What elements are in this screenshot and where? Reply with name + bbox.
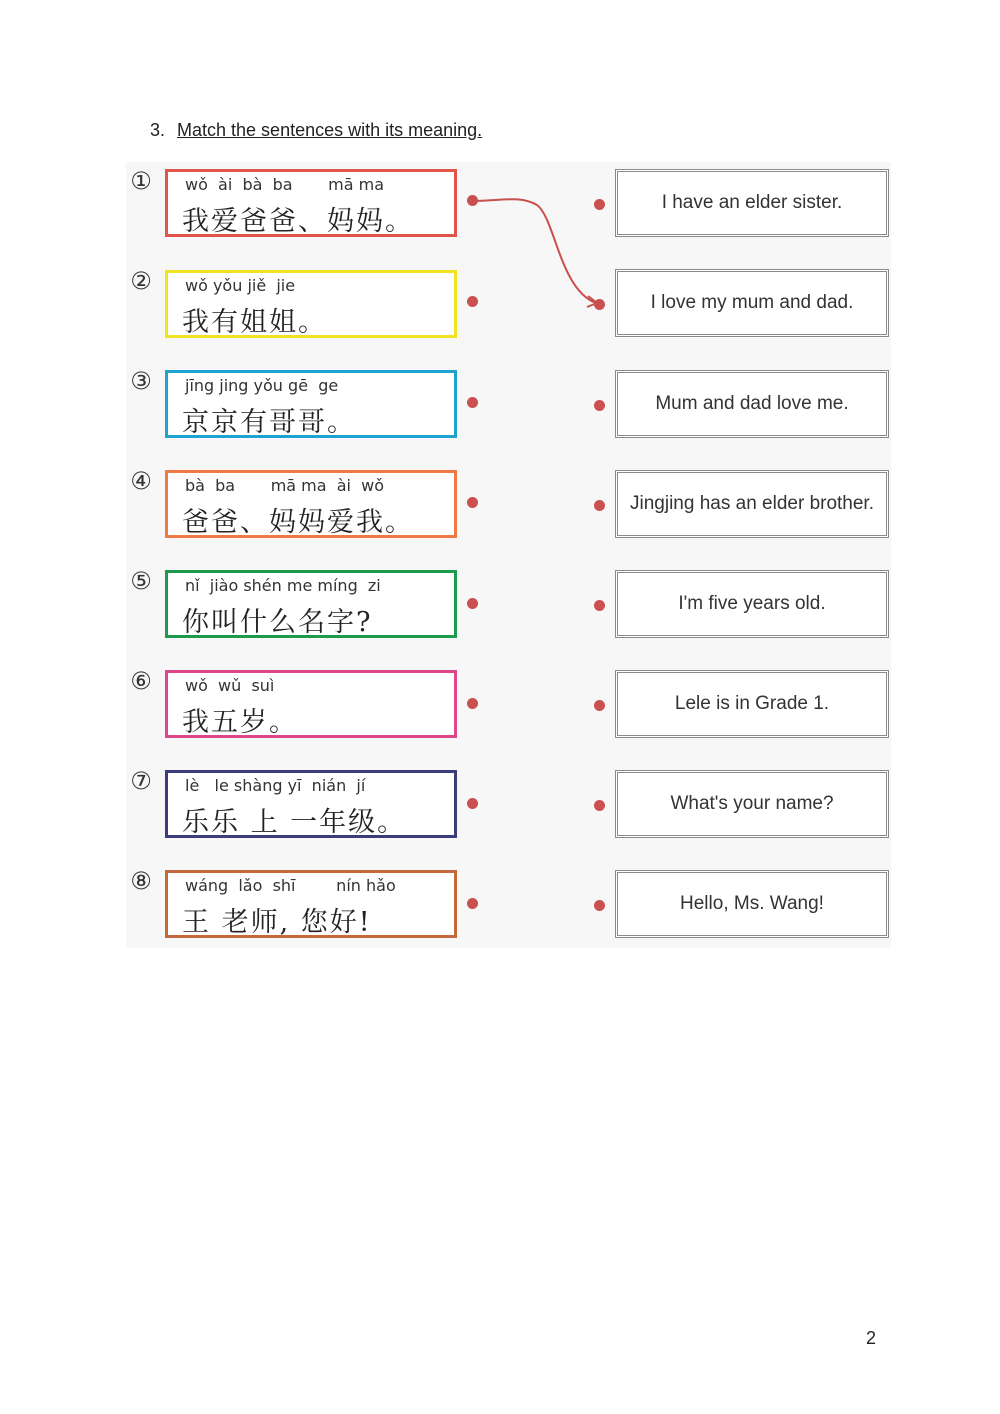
- exercise-instruction: Match the sentences with its meaning.: [177, 120, 483, 140]
- match-dot-left[interactable]: [467, 296, 478, 307]
- pinyin-text: wǒ wǔ suì: [185, 676, 275, 695]
- chinese-sentence-card: [165, 870, 457, 938]
- english-meaning-card[interactable]: I'm five years old.: [615, 570, 889, 638]
- chinese-sentence-card: [165, 169, 457, 237]
- english-meaning-card[interactable]: I have an elder sister.: [615, 169, 889, 237]
- exercise-number: 3.: [150, 120, 166, 140]
- item-number-marker: ③: [130, 367, 152, 395]
- chinese-sentence-card: [165, 670, 457, 738]
- pinyin-text: wǒ ài bà ba mā ma: [185, 175, 385, 194]
- chinese-sentence-card: [165, 270, 457, 338]
- chinese-text: 京京有哥哥。: [182, 407, 356, 438]
- match-dot-left[interactable]: [467, 698, 478, 709]
- chinese-sentence-card: [165, 470, 457, 538]
- chinese-text: 我五岁。: [182, 707, 298, 738]
- item-number-marker: ④: [130, 467, 152, 495]
- pinyin-text: bà ba mā ma ài wǒ: [185, 476, 385, 495]
- item-number-marker: ⑦: [130, 767, 152, 795]
- match-dot-left[interactable]: [467, 598, 478, 609]
- match-dot-left[interactable]: [467, 397, 478, 408]
- match-dot-right[interactable]: [594, 800, 605, 811]
- match-dot-right[interactable]: [594, 199, 605, 210]
- match-dot-right[interactable]: [594, 400, 605, 411]
- match-dot-right[interactable]: [594, 700, 605, 711]
- item-number-marker: ②: [130, 267, 152, 295]
- pinyin-text: wáng lǎo shī nín hǎo: [185, 876, 396, 895]
- match-dot-right[interactable]: [594, 600, 605, 611]
- item-number-marker: ⑤: [130, 567, 152, 595]
- match-dot-left[interactable]: [467, 898, 478, 909]
- item-number-marker: ⑧: [130, 867, 152, 895]
- item-number-marker: ①: [130, 167, 152, 195]
- item-number-marker: ⑥: [130, 667, 152, 695]
- match-dot-right[interactable]: [594, 900, 605, 911]
- pinyin-text: wǒ yǒu jiě jie: [185, 276, 296, 295]
- pinyin-text: nǐ jiào shén me míng zi: [185, 576, 381, 595]
- english-meaning-card[interactable]: Lele is in Grade 1.: [615, 670, 889, 738]
- english-meaning-card[interactable]: What's your name?: [615, 770, 889, 838]
- chinese-text: 你叫什么名字?: [182, 607, 373, 638]
- match-dot-right[interactable]: [594, 299, 605, 310]
- chinese-text: 王 老师, 您好!: [182, 907, 372, 938]
- page-number: 2: [866, 1328, 877, 1348]
- match-dot-left[interactable]: [467, 497, 478, 508]
- chinese-text: 我爱爸爸、妈妈。: [182, 206, 414, 237]
- english-meaning-card[interactable]: I love my mum and dad.: [615, 269, 889, 337]
- match-dot-left[interactable]: [467, 798, 478, 809]
- chinese-text: 乐乐 上 一年级。: [182, 807, 407, 838]
- chinese-sentence-card: [165, 770, 457, 838]
- match-dot-right[interactable]: [594, 500, 605, 511]
- english-meaning-card[interactable]: Jingjing has an elder brother.: [615, 470, 889, 538]
- english-meaning-card[interactable]: Hello, Ms. Wang!: [615, 870, 889, 938]
- exercise-heading: [150, 120, 482, 141]
- chinese-sentence-card: [165, 370, 457, 438]
- pinyin-text: lè le shàng yī nián jí: [185, 776, 366, 795]
- chinese-sentence-card: [165, 570, 457, 638]
- english-meaning-card[interactable]: Mum and dad love me.: [615, 370, 889, 438]
- chinese-text: 爸爸、妈妈爱我。: [182, 507, 414, 538]
- chinese-text: 我有姐姐。: [182, 307, 327, 338]
- pinyin-text: jīng jing yǒu gē ge: [185, 376, 339, 395]
- match-dot-left[interactable]: [467, 195, 478, 206]
